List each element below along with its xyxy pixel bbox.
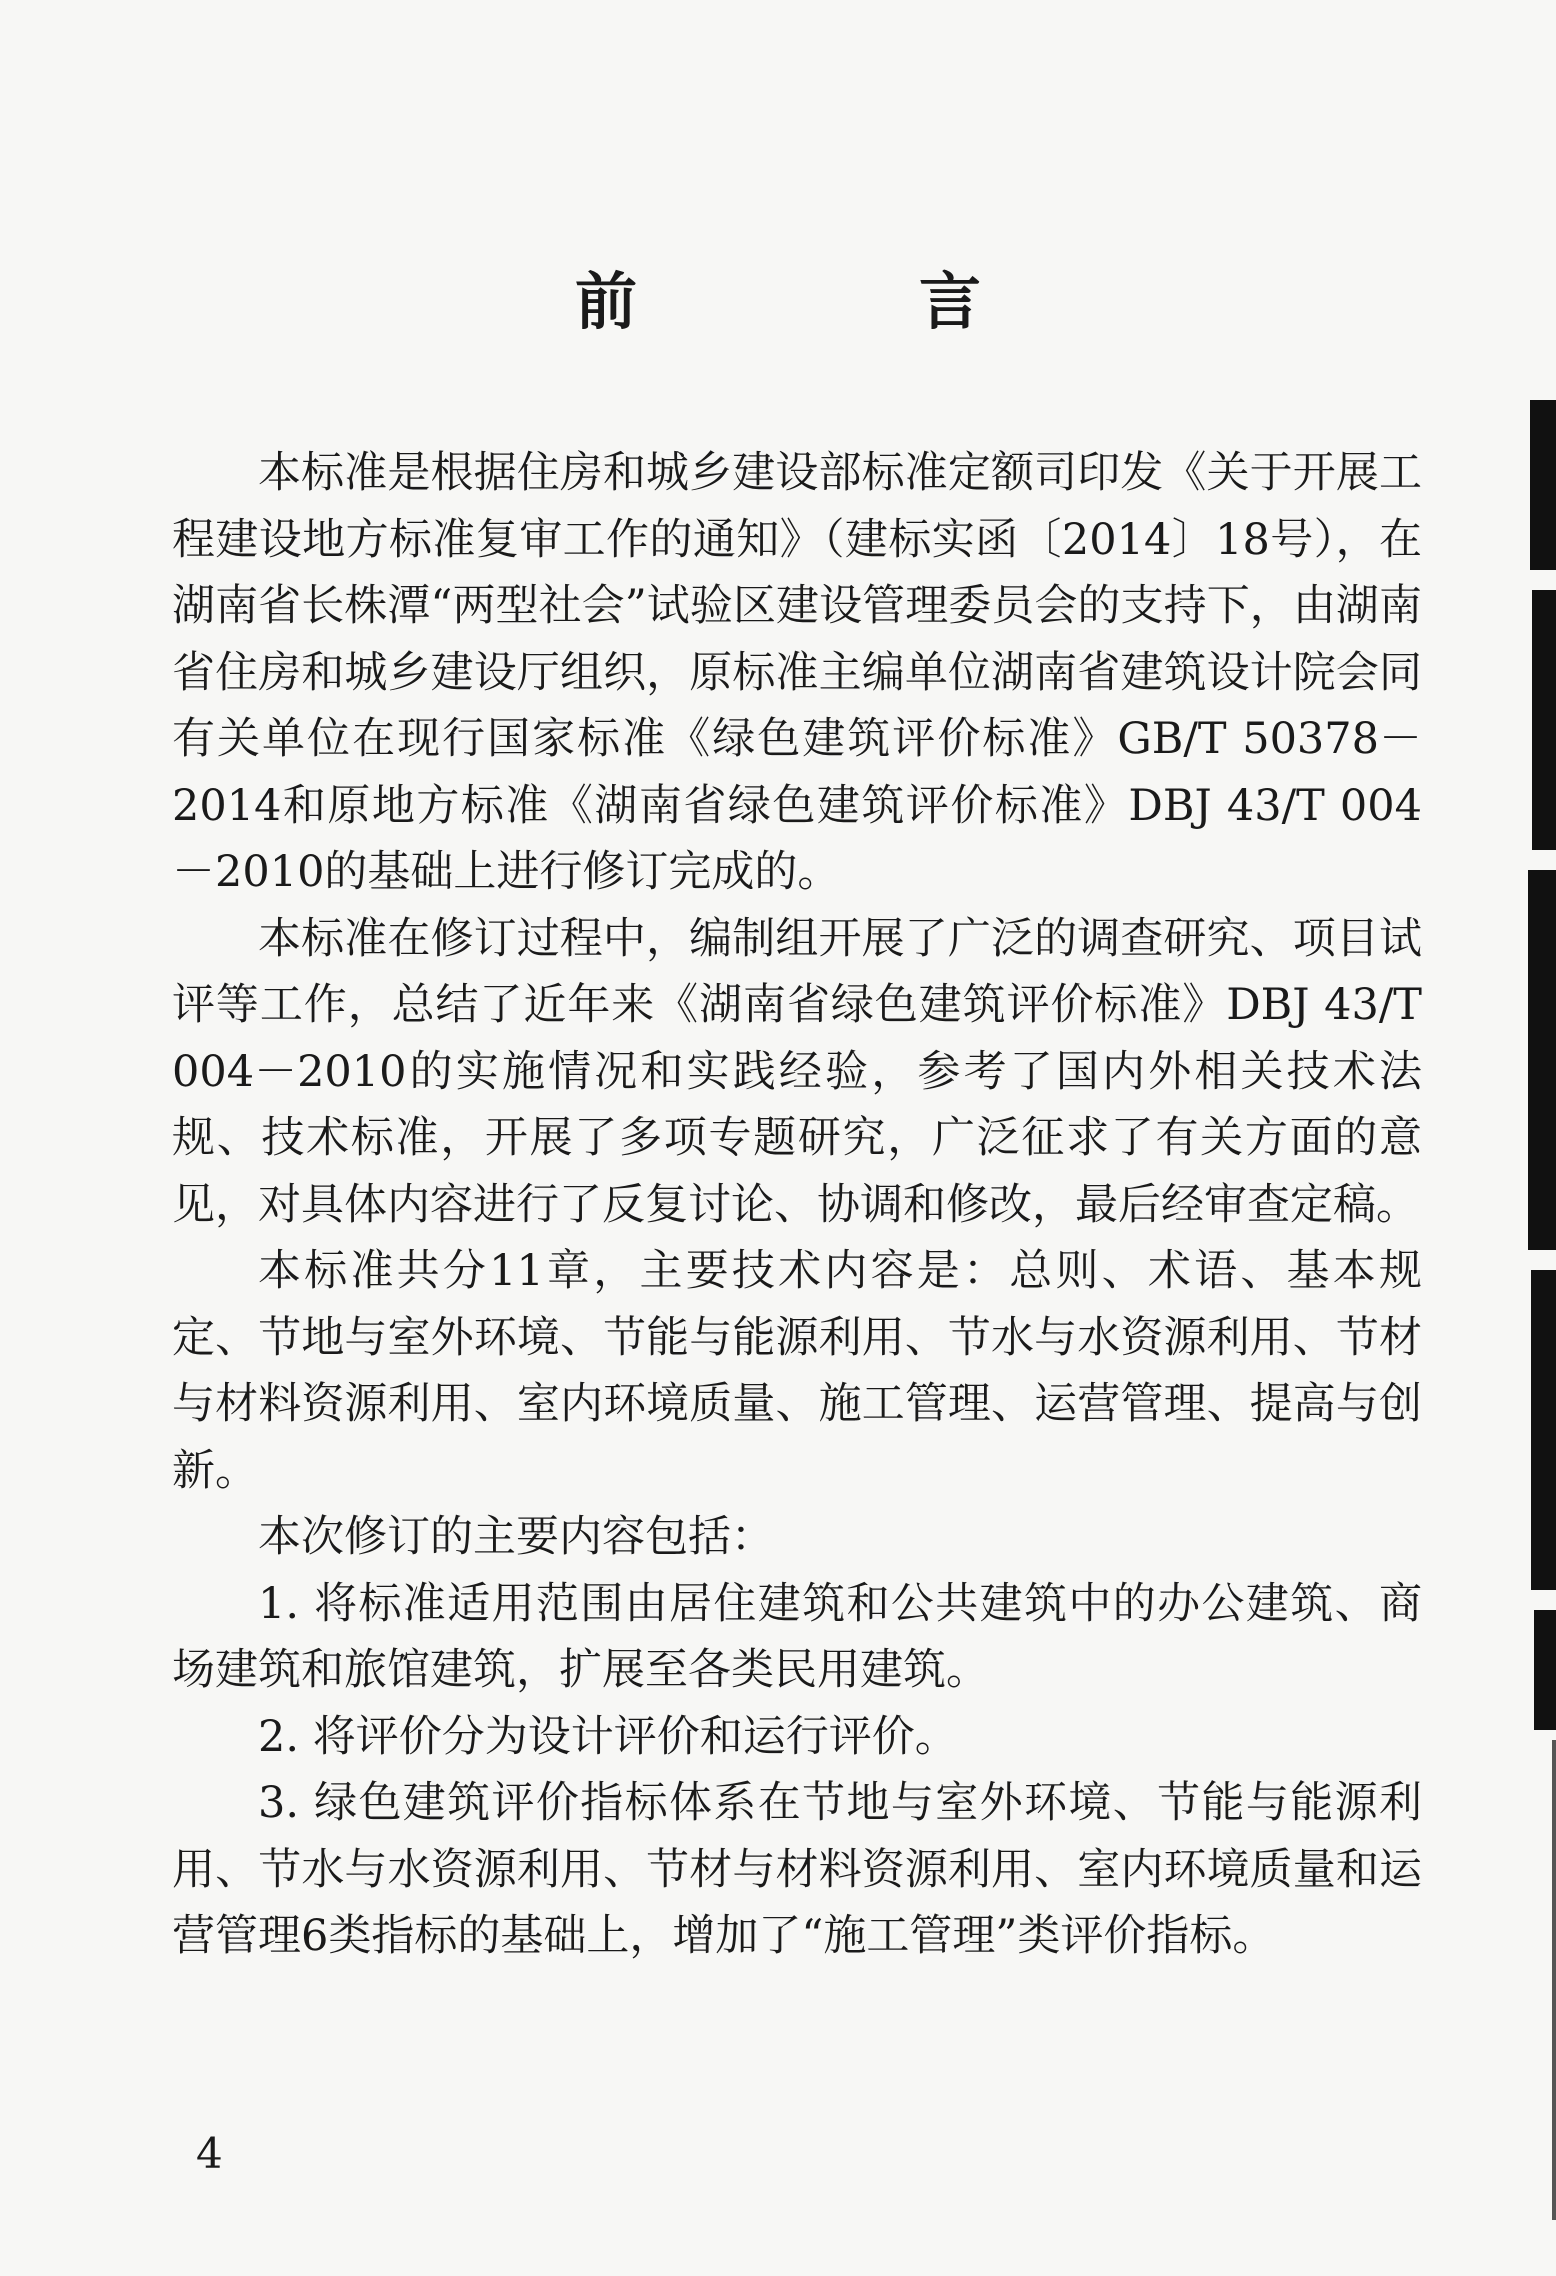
preface-body <box>172 440 1422 1970</box>
scan-edge-shadow <box>1516 0 1556 2276</box>
paragraph-1: 本标准是根据住房和城乡建设部标准定额司印发《关于开展工程建设地方标准复审工作的通知》（建标实函〔2014〕18号），在湖南省长株潭“两型社会”试验区建设管理委员会的支持下，由湖南省住房和城乡建设厅组织，原标准主编单位湖南省建筑设计院会同有关单位在现行国家标准《绿色建筑评价标准》GB/T 50378－2014和原地方标准《湖南省绿色建筑评价标准》DBJ 43/T 004－2010的基础上进行修订完成的。 <box>172 448 1422 897</box>
page-title: 前 言 <box>574 265 1091 338</box>
paragraph-2: 本标准在修订过程中，编制组开展了广泛的调查研究、项目试评等工作，总结了近年来《湖南省绿色建筑评价标准》DBJ 43/T 004－2010的实施情况和实践经验，参考了国内外相关技术法规、技术标准，开展了多项专题研究，广泛征求了有关方面的意见，对具体内容进行了反复讨论、协调和修改，最后经审查定稿。 <box>172 913 1422 1230</box>
paragraph-5: 1. 将标准适用范围由居住建筑和公共建筑中的办公建筑、商场建筑和旅馆建筑，扩展至各类民用建筑。 <box>172 1578 1422 1695</box>
page-number: 4 <box>196 2129 223 2178</box>
paragraph-6: 2. 将评价分为设计评价和运行评价。 <box>258 1711 958 1762</box>
paragraph-4: 本次修订的主要内容包括： <box>258 1512 774 1562</box>
paragraph-7: 3. 绿色建筑评价指标体系在节地与室外环境、节能与能源利用、节水与水资源利用、节材与材料资源利用、室内环境质量和运营管理6类指标的基础上，增加了“施工管理”类评价指标。 <box>172 1778 1422 1961</box>
paragraph-3: 本标准共分11章，主要技术内容是：总则、术语、基本规定、节地与室外环境、节能与能源利用、节水与水资源利用、节材与材料资源利用、室内环境质量、施工管理、运营管理、提高与创新。 <box>172 1246 1422 1496</box>
